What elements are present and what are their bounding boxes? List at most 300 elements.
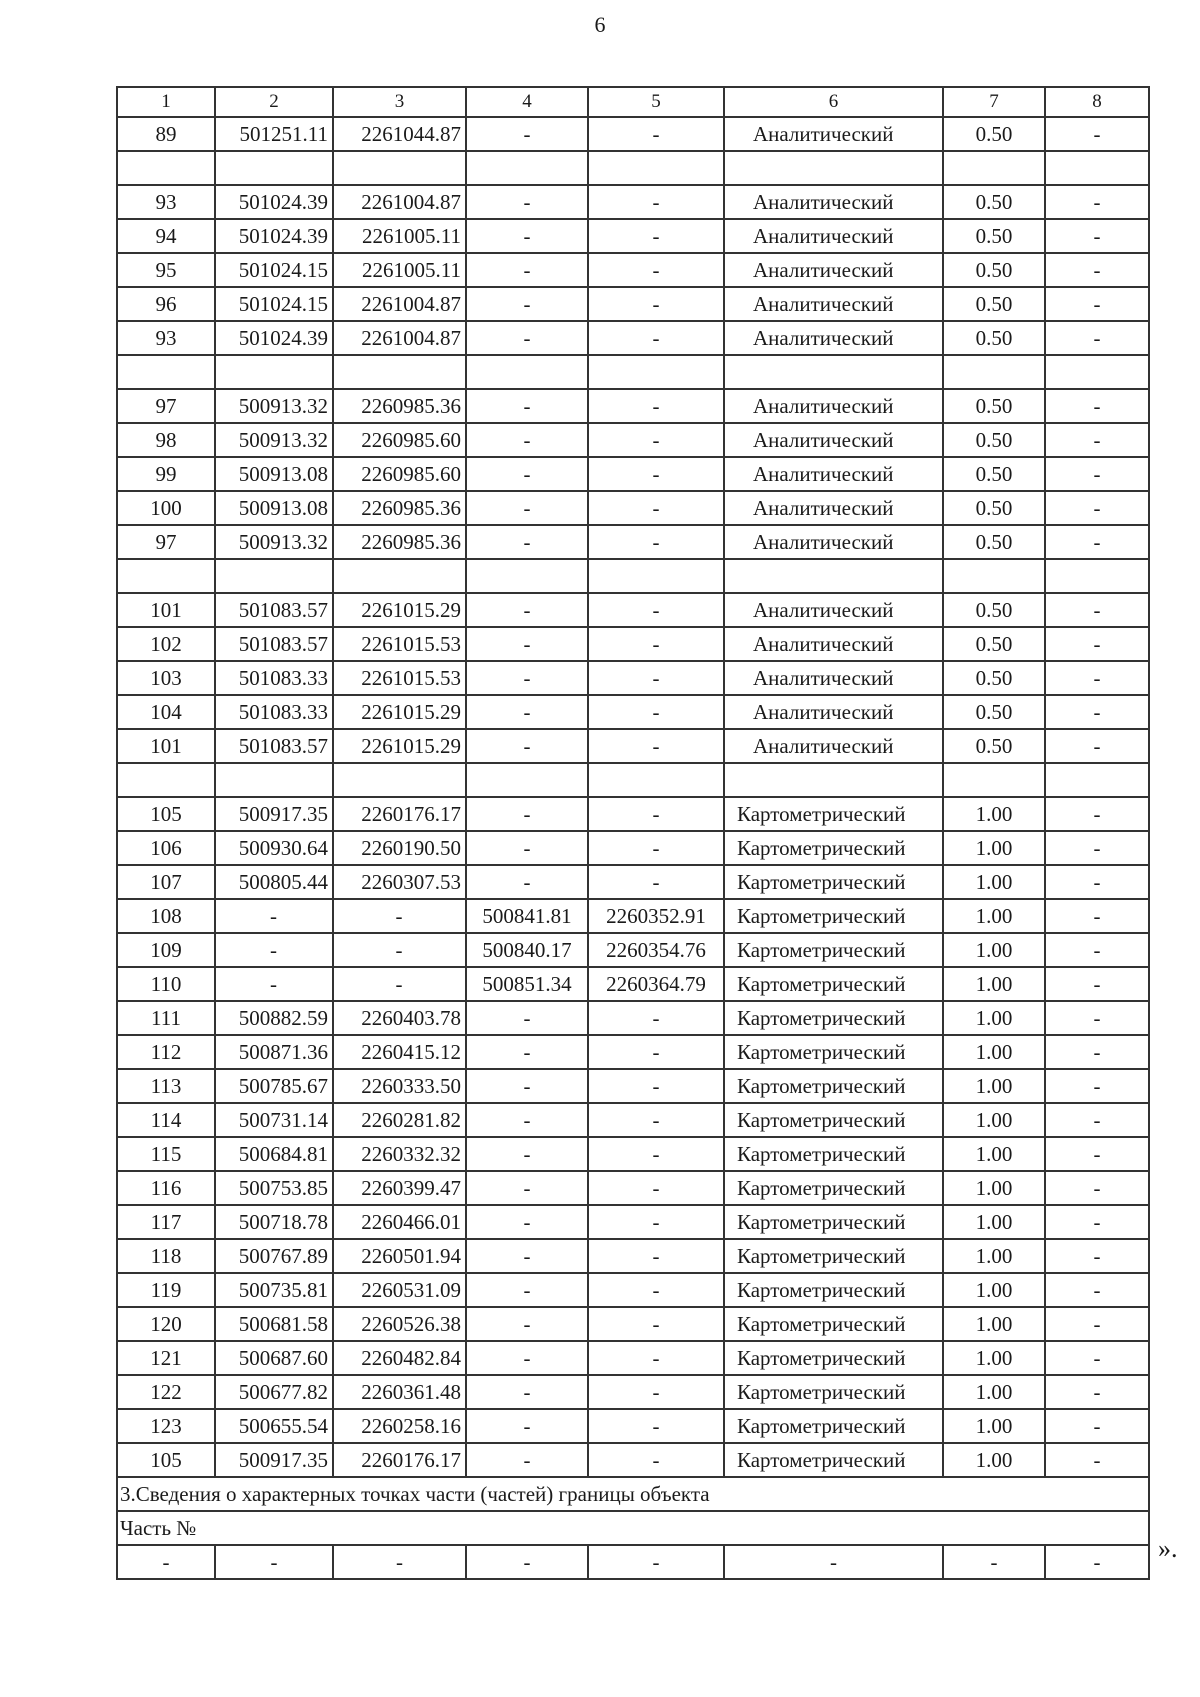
- table-cell: 123: [117, 1409, 215, 1443]
- table-cell: -: [215, 933, 333, 967]
- table-cell: 2260258.16: [333, 1409, 466, 1443]
- column-header: 7: [943, 87, 1045, 117]
- table-cell: 109: [117, 933, 215, 967]
- table-cell: 1.00: [943, 797, 1045, 831]
- table-cell: 2260361.48: [333, 1375, 466, 1409]
- table-cell: [117, 559, 215, 593]
- table-cell: -: [1045, 1443, 1149, 1477]
- table-cell: 2260985.36: [333, 389, 466, 423]
- table-cell: 2260176.17: [333, 797, 466, 831]
- table-cell: Картометрический: [724, 1307, 943, 1341]
- table-cell: 0.50: [943, 287, 1045, 321]
- table-cell: Картометрический: [724, 1137, 943, 1171]
- table-cell: 2260403.78: [333, 1001, 466, 1035]
- table-cell: 94: [117, 219, 215, 253]
- table-cell: Аналитический: [724, 117, 943, 151]
- table-cell: 500681.58: [215, 1307, 333, 1341]
- table-cell: 2260399.47: [333, 1171, 466, 1205]
- table-cell: -: [1045, 831, 1149, 865]
- table-cell: -: [466, 219, 588, 253]
- table-cell: -: [466, 1001, 588, 1035]
- table-cell: 0.50: [943, 117, 1045, 151]
- table-header-row: [117, 87, 1149, 117]
- column-header: 4: [466, 87, 588, 117]
- table-cell: 2260332.32: [333, 1137, 466, 1171]
- page-number: 6: [594, 12, 606, 37]
- column-header: 2: [215, 87, 333, 117]
- table-cell: 104: [117, 695, 215, 729]
- table-cell: 97: [117, 525, 215, 559]
- table-cell: -: [1045, 423, 1149, 457]
- table-cell: -: [1045, 627, 1149, 661]
- table-cell: -: [1045, 729, 1149, 763]
- table-cell: -: [333, 1545, 466, 1579]
- table-cell: 500753.85: [215, 1171, 333, 1205]
- table-cell: -: [1045, 1001, 1149, 1035]
- table-row: [117, 321, 1149, 355]
- table-cell: Картометрический: [724, 1273, 943, 1307]
- table-cell: -: [588, 389, 724, 423]
- table-cell: -: [466, 1103, 588, 1137]
- table-cell: -: [466, 1341, 588, 1375]
- boundary-points-table: [116, 86, 1150, 1580]
- table-cell: 500917.35: [215, 1443, 333, 1477]
- column-header: 5: [588, 87, 724, 117]
- table-cell: 2261004.87: [333, 321, 466, 355]
- table-cell: -: [466, 287, 588, 321]
- table-cell: 0.50: [943, 457, 1045, 491]
- table-cell: -: [466, 185, 588, 219]
- table-cell: -: [588, 797, 724, 831]
- table-cell: -: [1045, 967, 1149, 1001]
- table-cell: -: [466, 491, 588, 525]
- table-cell: Аналитический: [724, 287, 943, 321]
- table-row: [117, 593, 1149, 627]
- table-cell: -: [466, 1273, 588, 1307]
- table-cell: Картометрический: [724, 899, 943, 933]
- table-cell: 2261015.29: [333, 695, 466, 729]
- table-cell: 2261005.11: [333, 219, 466, 253]
- table-cell: -: [588, 1035, 724, 1069]
- table-cell: 500913.32: [215, 389, 333, 423]
- table-cell: -: [588, 1443, 724, 1477]
- table-cell: -: [466, 1239, 588, 1273]
- table-cell: 0.50: [943, 423, 1045, 457]
- table-row: [117, 763, 1149, 797]
- table-cell: [466, 559, 588, 593]
- table-cell: 1.00: [943, 1443, 1045, 1477]
- table-cell: [943, 763, 1045, 797]
- table-cell: -: [466, 1171, 588, 1205]
- table-cell: -: [1045, 1375, 1149, 1409]
- table-row: [117, 423, 1149, 457]
- table-cell: 103: [117, 661, 215, 695]
- table-cell: -: [588, 1001, 724, 1035]
- table-cell: Картометрический: [724, 1341, 943, 1375]
- table-cell: 2260307.53: [333, 865, 466, 899]
- table-cell: 500882.59: [215, 1001, 333, 1035]
- table-cell: 500684.81: [215, 1137, 333, 1171]
- table-cell: 93: [117, 321, 215, 355]
- table-cell: 500767.89: [215, 1239, 333, 1273]
- table-cell: -: [1045, 1205, 1149, 1239]
- table-cell: Аналитический: [724, 253, 943, 287]
- table-cell: 500851.34: [466, 967, 588, 1001]
- table-cell: -: [588, 865, 724, 899]
- table-cell: -: [588, 1239, 724, 1273]
- table-cell: -: [466, 253, 588, 287]
- table-row: [117, 1443, 1149, 1477]
- table-cell: -: [588, 1273, 724, 1307]
- table-cell: -: [1045, 491, 1149, 525]
- table-cell: -: [1045, 1545, 1149, 1579]
- table-cell: -: [1045, 287, 1149, 321]
- table-cell: 2260526.38: [333, 1307, 466, 1341]
- table-cell: Картометрический: [724, 1103, 943, 1137]
- table-cell: 501024.39: [215, 185, 333, 219]
- table-row: [117, 865, 1149, 899]
- table-cell: 2260501.94: [333, 1239, 466, 1273]
- table-cell: 500677.82: [215, 1375, 333, 1409]
- table-row: [117, 1273, 1149, 1307]
- table-cell: 1.00: [943, 1375, 1045, 1409]
- table-cell: -: [1045, 797, 1149, 831]
- table-cell: [943, 559, 1045, 593]
- table-cell: 500917.35: [215, 797, 333, 831]
- table-cell: [466, 355, 588, 389]
- table-cell: 500841.81: [466, 899, 588, 933]
- table-cell: 501251.11: [215, 117, 333, 151]
- table-row: [117, 253, 1149, 287]
- table-cell: 102: [117, 627, 215, 661]
- table-row: [117, 967, 1149, 1001]
- table-cell: [943, 355, 1045, 389]
- table-cell: 500718.78: [215, 1205, 333, 1239]
- table-cell: -: [466, 1035, 588, 1069]
- table-cell: -: [333, 967, 466, 1001]
- table-cell: -: [466, 1545, 588, 1579]
- table-cell: -: [1045, 865, 1149, 899]
- table-cell: 2260482.84: [333, 1341, 466, 1375]
- table-cell: -: [466, 797, 588, 831]
- table-cell: [588, 763, 724, 797]
- table-cell: -: [588, 1103, 724, 1137]
- table-cell: 120: [117, 1307, 215, 1341]
- table-cell: -: [1045, 593, 1149, 627]
- table-cell: [333, 151, 466, 185]
- table-cell: -: [943, 1545, 1045, 1579]
- table-cell: 501024.39: [215, 321, 333, 355]
- table-cell: 500655.54: [215, 1409, 333, 1443]
- table-cell: Аналитический: [724, 525, 943, 559]
- section-title-row: [117, 1477, 1149, 1511]
- table-cell: -: [466, 695, 588, 729]
- table-row: [117, 1239, 1149, 1273]
- table-cell: 0.50: [943, 627, 1045, 661]
- table-cell: -: [1045, 185, 1149, 219]
- table-cell: 500913.32: [215, 525, 333, 559]
- table-cell: 117: [117, 1205, 215, 1239]
- table-row: [117, 1001, 1149, 1035]
- table-cell: -: [1045, 1069, 1149, 1103]
- table-row: [117, 1035, 1149, 1069]
- table-cell: 0.50: [943, 729, 1045, 763]
- table-cell: -: [1045, 457, 1149, 491]
- table-cell: 501083.57: [215, 627, 333, 661]
- table-cell: -: [588, 593, 724, 627]
- table-cell: [215, 559, 333, 593]
- table-cell: 501024.15: [215, 287, 333, 321]
- table-cell: -: [215, 967, 333, 1001]
- table-cell: 2261044.87: [333, 117, 466, 151]
- table-cell: Аналитический: [724, 695, 943, 729]
- table-cell: 500871.36: [215, 1035, 333, 1069]
- column-header: 3: [333, 87, 466, 117]
- table-cell: -: [1045, 321, 1149, 355]
- table-cell: 1.00: [943, 1341, 1045, 1375]
- table-cell: -: [588, 729, 724, 763]
- table-cell: -: [1045, 1137, 1149, 1171]
- table-cell: 1.00: [943, 1103, 1045, 1137]
- table-cell: -: [588, 1375, 724, 1409]
- table-cell: -: [466, 593, 588, 627]
- table-row: [117, 457, 1149, 491]
- table-cell: 108: [117, 899, 215, 933]
- table-cell: -: [1045, 1307, 1149, 1341]
- table-cell: -: [466, 321, 588, 355]
- table-row: [117, 661, 1149, 695]
- table-cell: 500913.08: [215, 491, 333, 525]
- table-cell: Картометрический: [724, 1001, 943, 1035]
- table-cell: -: [1045, 1239, 1149, 1273]
- table-cell: 0.50: [943, 525, 1045, 559]
- table-cell: 0.50: [943, 185, 1045, 219]
- table-row: [117, 559, 1149, 593]
- table-cell: 500840.17: [466, 933, 588, 967]
- table-cell: -: [466, 729, 588, 763]
- table-row: [117, 729, 1149, 763]
- table-cell: -: [1045, 1035, 1149, 1069]
- table-cell: [724, 355, 943, 389]
- table-cell: 0.50: [943, 389, 1045, 423]
- table-cell: -: [1045, 661, 1149, 695]
- table-cell: -: [466, 1443, 588, 1477]
- table-cell: 1.00: [943, 865, 1045, 899]
- table-cell: 96: [117, 287, 215, 321]
- table-cell: 2261015.53: [333, 661, 466, 695]
- table-cell: 0.50: [943, 593, 1045, 627]
- table-cell: -: [588, 831, 724, 865]
- table-row: [117, 1205, 1149, 1239]
- table-cell: -: [117, 1545, 215, 1579]
- table-cell: [588, 355, 724, 389]
- table-cell: -: [1045, 1409, 1149, 1443]
- table-cell: 93: [117, 185, 215, 219]
- table-cell: [215, 763, 333, 797]
- table-row: [117, 1069, 1149, 1103]
- table-row: [117, 219, 1149, 253]
- table-cell: 500735.81: [215, 1273, 333, 1307]
- table-cell: 0.50: [943, 661, 1045, 695]
- table-cell: -: [466, 117, 588, 151]
- column-header: 6: [724, 87, 943, 117]
- table-cell: 2260985.60: [333, 457, 466, 491]
- table-cell: 2261005.11: [333, 253, 466, 287]
- table-cell: -: [466, 525, 588, 559]
- table-cell: 1.00: [943, 1035, 1045, 1069]
- table-cell: 107: [117, 865, 215, 899]
- final-row: [117, 1545, 1149, 1579]
- table-cell: 0.50: [943, 491, 1045, 525]
- table-cell: 2260985.36: [333, 491, 466, 525]
- table-cell: Аналитический: [724, 321, 943, 355]
- table-cell: Аналитический: [724, 593, 943, 627]
- table-cell: 2260364.79: [588, 967, 724, 1001]
- table-cell: 100: [117, 491, 215, 525]
- table-cell: -: [466, 627, 588, 661]
- table-cell: -: [333, 899, 466, 933]
- table-cell: 1.00: [943, 1171, 1045, 1205]
- table-cell: Картометрический: [724, 797, 943, 831]
- table-cell: 98: [117, 423, 215, 457]
- table-cell: [1045, 355, 1149, 389]
- table-cell: -: [466, 1409, 588, 1443]
- table-cell: 501083.57: [215, 729, 333, 763]
- table-cell: [333, 559, 466, 593]
- table-cell: [1045, 763, 1149, 797]
- table-row: [117, 1375, 1149, 1409]
- column-header: 1: [117, 87, 215, 117]
- table-cell: 2261015.53: [333, 627, 466, 661]
- table-row: [117, 627, 1149, 661]
- table-cell: 1.00: [943, 933, 1045, 967]
- table-cell: [333, 355, 466, 389]
- table-cell: -: [466, 1375, 588, 1409]
- table-cell: -: [1045, 525, 1149, 559]
- table-cell: 99: [117, 457, 215, 491]
- table-cell: -: [1045, 117, 1149, 151]
- table-cell: 118: [117, 1239, 215, 1273]
- table-cell: 2260176.17: [333, 1443, 466, 1477]
- table-cell: -: [1045, 253, 1149, 287]
- table-cell: 1.00: [943, 1307, 1045, 1341]
- table-cell: -: [215, 899, 333, 933]
- table-cell: 2260985.36: [333, 525, 466, 559]
- table-cell: 1.00: [943, 1205, 1045, 1239]
- table-cell: 1.00: [943, 1409, 1045, 1443]
- table-row: [117, 831, 1149, 865]
- table-row: [117, 695, 1149, 729]
- table-cell: -: [588, 491, 724, 525]
- table-cell: 2261015.29: [333, 593, 466, 627]
- table-cell: 2261015.29: [333, 729, 466, 763]
- table-cell: 500687.60: [215, 1341, 333, 1375]
- table-cell: Аналитический: [724, 661, 943, 695]
- table-cell: 2261004.87: [333, 185, 466, 219]
- table-cell: Картометрический: [724, 933, 943, 967]
- table-cell: 0.50: [943, 219, 1045, 253]
- table-cell: -: [1045, 1273, 1149, 1307]
- table-cell: -: [466, 661, 588, 695]
- table-cell: 2260531.09: [333, 1273, 466, 1307]
- table-cell: -: [588, 1205, 724, 1239]
- table-cell: 500913.32: [215, 423, 333, 457]
- table-cell: Картометрический: [724, 865, 943, 899]
- table-row: [117, 185, 1149, 219]
- table-cell: 500913.08: [215, 457, 333, 491]
- table-cell: 116: [117, 1171, 215, 1205]
- table-cell: 501083.57: [215, 593, 333, 627]
- table-cell: [1045, 559, 1149, 593]
- table-cell: -: [588, 1171, 724, 1205]
- table-cell: 1.00: [943, 831, 1045, 865]
- table-row: [117, 491, 1149, 525]
- table-row: [117, 1137, 1149, 1171]
- table-cell: -: [466, 389, 588, 423]
- table-cell: -: [588, 1341, 724, 1375]
- table-cell: -: [588, 1307, 724, 1341]
- table-cell: -: [588, 1069, 724, 1103]
- table-cell: 110: [117, 967, 215, 1001]
- table-cell: [117, 763, 215, 797]
- table-row: [117, 151, 1149, 185]
- table-cell: Картометрический: [724, 831, 943, 865]
- table-cell: -: [1045, 899, 1149, 933]
- table-cell: [1045, 151, 1149, 185]
- table-cell: 1.00: [943, 1137, 1045, 1171]
- table-cell: 500805.44: [215, 865, 333, 899]
- table-cell: 97: [117, 389, 215, 423]
- table-cell: -: [215, 1545, 333, 1579]
- table-cell: [724, 151, 943, 185]
- table-cell: Картометрический: [724, 1443, 943, 1477]
- table-cell: Аналитический: [724, 389, 943, 423]
- table-cell: -: [466, 457, 588, 491]
- table-cell: -: [588, 695, 724, 729]
- table-cell: 112: [117, 1035, 215, 1069]
- table-cell: 101: [117, 729, 215, 763]
- table-cell: [215, 151, 333, 185]
- table-cell: -: [1045, 933, 1149, 967]
- table-cell: 501024.39: [215, 219, 333, 253]
- table-row: [117, 1103, 1149, 1137]
- table-cell: 106: [117, 831, 215, 865]
- table-cell: 119: [117, 1273, 215, 1307]
- table-cell: 500731.14: [215, 1103, 333, 1137]
- table-row: [117, 899, 1149, 933]
- table-cell: Аналитический: [724, 457, 943, 491]
- table-cell: [943, 151, 1045, 185]
- table-cell: -: [588, 219, 724, 253]
- table-cell: 114: [117, 1103, 215, 1137]
- table-cell: Аналитический: [724, 627, 943, 661]
- table-cell: 2260190.50: [333, 831, 466, 865]
- table-cell: 1.00: [943, 1239, 1045, 1273]
- table-cell: -: [724, 1545, 943, 1579]
- table-cell: 500785.67: [215, 1069, 333, 1103]
- table-row: [117, 1341, 1149, 1375]
- table-cell: Аналитический: [724, 491, 943, 525]
- table-cell: 2260333.50: [333, 1069, 466, 1103]
- table-cell: [333, 763, 466, 797]
- table-row: [117, 525, 1149, 559]
- table-cell: Картометрический: [724, 1035, 943, 1069]
- table-cell: 121: [117, 1341, 215, 1375]
- table-cell: -: [588, 457, 724, 491]
- table-cell: -: [466, 1069, 588, 1103]
- table-row: [117, 797, 1149, 831]
- table-cell: 501083.33: [215, 661, 333, 695]
